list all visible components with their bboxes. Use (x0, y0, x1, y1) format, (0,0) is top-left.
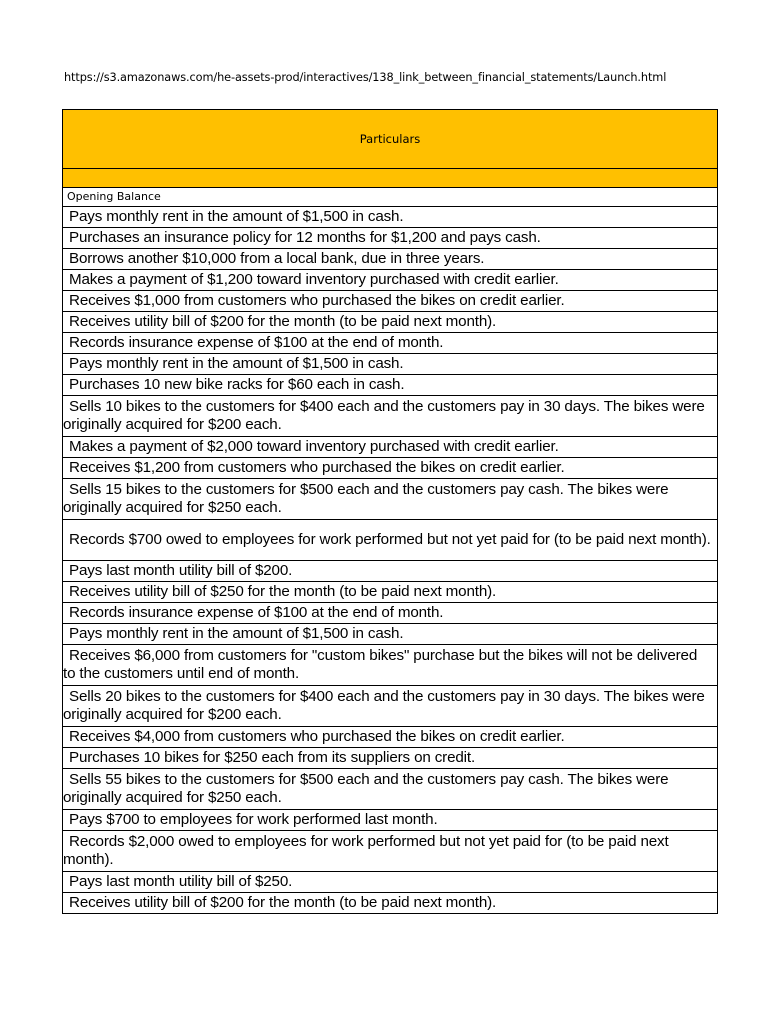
transaction-cell: Pays monthly rent in the amount of $1,500 in cash. (63, 624, 718, 645)
transaction-cell: Sells 15 bikes to the customers for $500 each and the customers pay cash. The bikes were originally acquired for $250 each. (63, 479, 718, 520)
transaction-cell: Records $2,000 owed to employees for work performed but not yet paid for (to be paid next month). (63, 831, 718, 872)
header-row (63, 110, 718, 169)
table-row (63, 437, 718, 458)
table-row (63, 396, 718, 437)
table-row (63, 333, 718, 354)
table-row (63, 458, 718, 479)
transaction-cell: Receives utility bill of $200 for the month (to be paid next month). (63, 893, 718, 914)
transaction-cell: Receives $1,000 from customers who purchased the bikes on credit earlier. (63, 291, 718, 312)
transaction-cell: Pays last month utility bill of $250. (63, 872, 718, 893)
opening-balance-row (63, 188, 718, 207)
table-row (63, 270, 718, 291)
table-row (63, 479, 718, 520)
table-row (63, 249, 718, 270)
transaction-cell: Records $700 owed to employees for work performed but not yet paid for (to be paid next month). (63, 520, 718, 561)
table-row (63, 520, 718, 561)
table-row (63, 872, 718, 893)
transaction-cell: Records insurance expense of $100 at the end of month. (63, 333, 718, 354)
transaction-cell: Sells 20 bikes to the customers for $400 each and the customers pay in 30 days. The bikes were originally acquired for $200 each. (63, 686, 718, 727)
table-row (63, 686, 718, 727)
transaction-cell: Receives $1,200 from customers who purchased the bikes on credit earlier. (63, 458, 718, 479)
transaction-cell: Receives utility bill of $200 for the month (to be paid next month). (63, 312, 718, 333)
particulars-header: Particulars (63, 110, 718, 169)
transaction-cell: Records insurance expense of $100 at the end of month. (63, 603, 718, 624)
transaction-cell: Pays $700 to employees for work performed last month. (63, 810, 718, 831)
transaction-cell: Makes a payment of $1,200 toward inventory purchased with credit earlier. (63, 270, 718, 291)
transaction-cell: Makes a payment of $2,000 toward inventory purchased with credit earlier. (63, 437, 718, 458)
source-url: https://s3.amazonaws.com/he-assets-prod/interactives/138_link_between_financial_statements/Launch.html (64, 71, 667, 84)
table-row (63, 228, 718, 249)
table-row (63, 810, 718, 831)
transaction-cell: Receives $4,000 from customers who purchased the bikes on credit earlier. (63, 727, 718, 748)
table-row (63, 893, 718, 914)
transaction-cell: Purchases 10 new bike racks for $60 each in cash. (63, 375, 718, 396)
table-row (63, 207, 718, 228)
blank-header-cell (63, 169, 718, 188)
transaction-cell: Pays monthly rent in the amount of $1,500 in cash. (63, 207, 718, 228)
table-row (63, 354, 718, 375)
table-row (63, 603, 718, 624)
table-row (63, 561, 718, 582)
transaction-cell: Purchases an insurance policy for 12 months for $1,200 and pays cash. (63, 228, 718, 249)
transaction-cell: Sells 55 bikes to the customers for $500 each and the customers pay cash. The bikes were originally acquired for $250 each. (63, 769, 718, 810)
table-row (63, 312, 718, 333)
opening-balance-label: Opening Balance (63, 188, 718, 207)
transaction-cell: Receives utility bill of $250 for the month (to be paid next month). (63, 582, 718, 603)
transaction-cell: Receives $6,000 from customers for "custom bikes" purchase but the bikes will not be delivered to the customers until end of month. (63, 645, 718, 686)
table-row (63, 624, 718, 645)
table-row (63, 375, 718, 396)
transaction-cell: Sells 10 bikes to the customers for $400 each and the customers pay in 30 days. The bikes were originally acquired for $200 each. (63, 396, 718, 437)
table-row (63, 727, 718, 748)
transaction-cell: Borrows another $10,000 from a local bank, due in three years. (63, 249, 718, 270)
table-row (63, 748, 718, 769)
particulars-table (62, 109, 718, 914)
transaction-cell: Pays last month utility bill of $200. (63, 561, 718, 582)
table-row (63, 831, 718, 872)
transaction-cell: Purchases 10 bikes for $250 each from its suppliers on credit. (63, 748, 718, 769)
transaction-cell: Pays monthly rent in the amount of $1,500 in cash. (63, 354, 718, 375)
blank-header-row (63, 169, 718, 188)
table-row (63, 291, 718, 312)
table-row (63, 769, 718, 810)
table-row (63, 582, 718, 603)
table-row (63, 645, 718, 686)
